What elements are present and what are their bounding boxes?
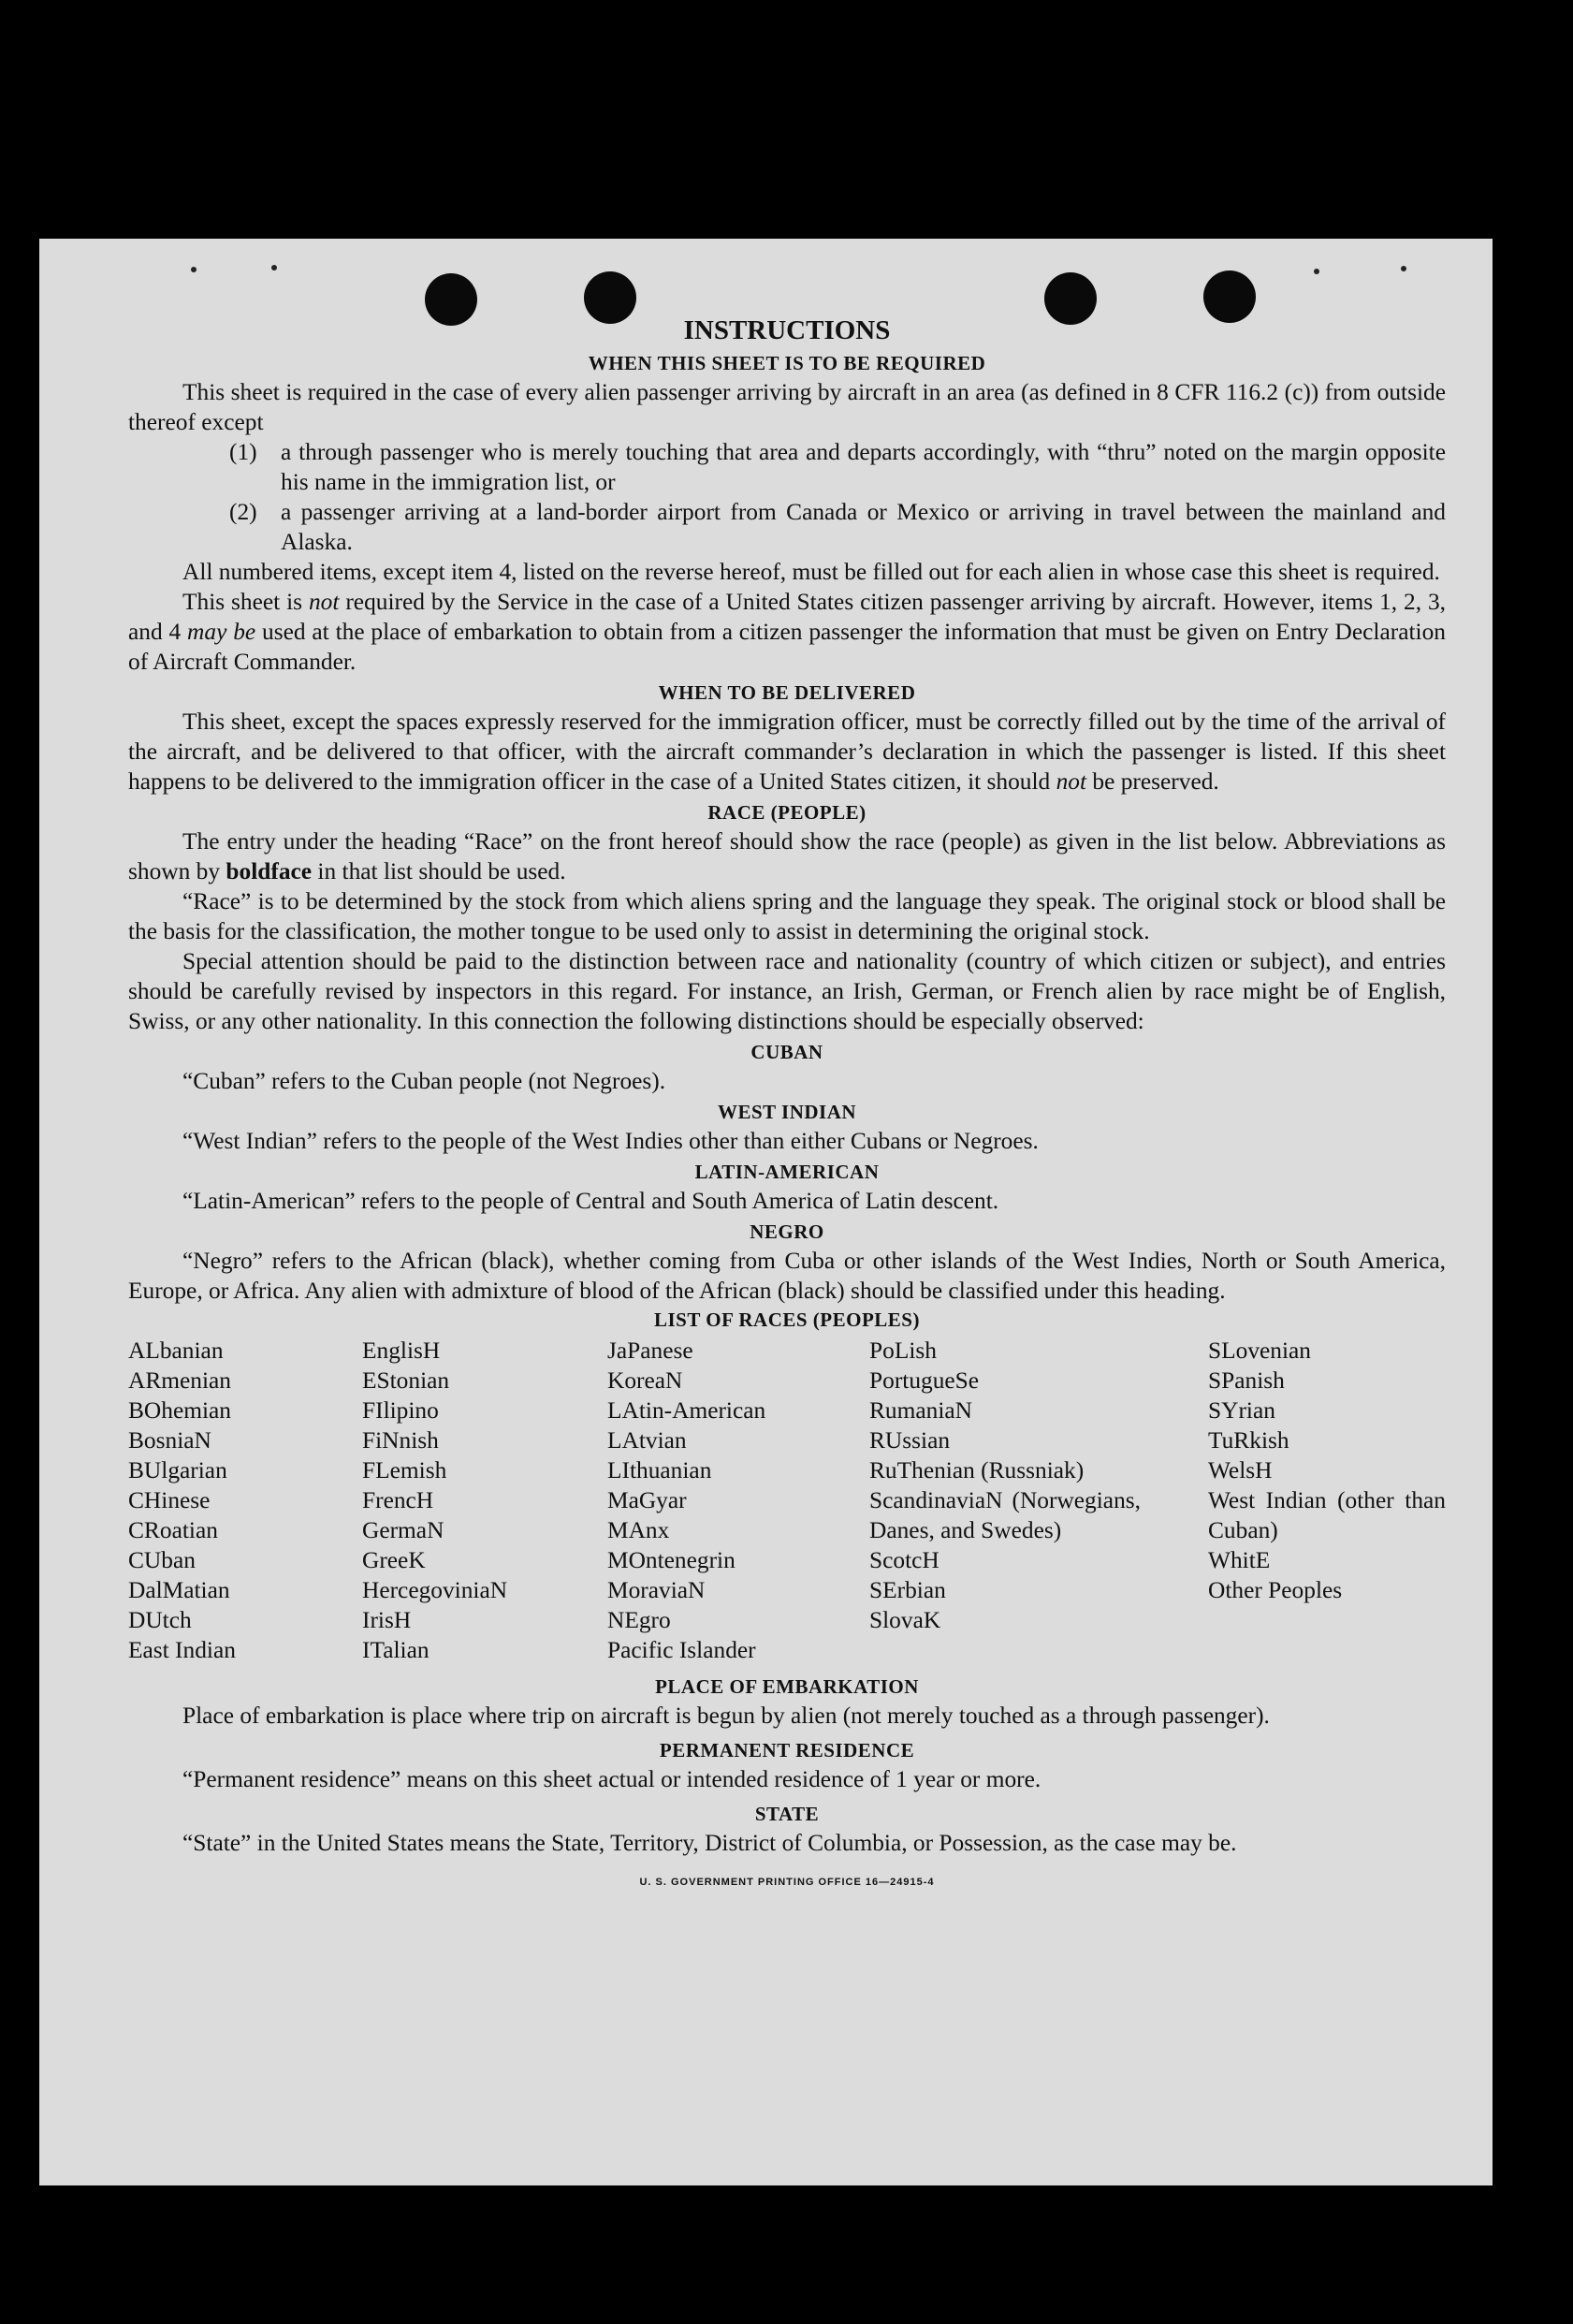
race-column	[362, 1336, 607, 1665]
race-column	[869, 1336, 1208, 1665]
race-item: SLovenian	[1208, 1337, 1312, 1364]
race-item: TuRkish	[1208, 1427, 1289, 1454]
race-item: DUtch	[128, 1607, 192, 1633]
paragraph: “Cuban” refers to the Cuban people (not Negroes).	[182, 1068, 666, 1094]
race-item: Other Peoples	[1208, 1577, 1343, 1603]
emphasis: may be	[187, 619, 256, 645]
race-item: SYrian	[1208, 1397, 1275, 1424]
race-item: Pacific Islander	[607, 1637, 756, 1663]
list-item	[229, 437, 1446, 497]
section-heading: PERMANENT RESIDENCE	[659, 1739, 915, 1761]
race-item: CRoatian	[128, 1517, 218, 1543]
race-item: RUssian	[869, 1427, 951, 1454]
paper-speck	[1401, 266, 1406, 271]
race-item: MaGyar	[607, 1487, 687, 1513]
race-item: LIthuanian	[607, 1457, 712, 1484]
paragraph: This sheet is required in the case of every alien passenger arriving by aircraft in an area (as defined in 8 CFR 116.2 (c)) from outside thereof except	[128, 379, 1446, 435]
text-run: The entry under the heading “Race” on the front hereof should show the race (people) as given in the list below. Abbreviations as shown by	[128, 828, 1446, 884]
paragraph	[128, 826, 1446, 886]
paragraph: Special attention should be paid to the distinction between race and nationality (country of which citizen or subject), and entries should be carefully revised by inspectors in this regard. For instance, an Irish, German, or French alien by race might be of English, Swiss, or any other nationality. In this connection the following distinctions should be especially observed:	[128, 948, 1446, 1034]
race-item: KoreaN	[607, 1367, 683, 1394]
race-item: FrencH	[362, 1487, 434, 1513]
item-number: (2)	[229, 499, 257, 525]
paragraph: “Race” is to be determined by the stock from which aliens spring and the language they speak. The original stock or blood shall be the basis for the classification, the mother tongue to be used only to assist in determining the original stock.	[128, 888, 1446, 944]
race-item: PortugueSe	[869, 1367, 980, 1394]
race-item: SPanish	[1208, 1367, 1285, 1394]
paragraph: All numbered items, except item 4, listed on the reverse hereof, must be filled out for each alien in whose case this sheet is required.	[182, 559, 1440, 585]
page-title: INSTRUCTIONS	[683, 315, 891, 345]
race-item: MoraviaN	[607, 1577, 706, 1603]
race-item: WhitE	[1208, 1547, 1271, 1573]
race-column	[607, 1336, 869, 1665]
race-item: West Indian (other than Cuban)	[1208, 1487, 1446, 1543]
race-item: MAnx	[607, 1517, 670, 1543]
race-column	[1208, 1336, 1446, 1665]
paragraph	[128, 707, 1446, 797]
text-run: used at the place of embarkation to obtain from a citizen passenger the information that must be given on Entry Declaration of Aircraft Commander.	[128, 619, 1446, 675]
text-run: This sheet, except the spaces expressly reserved for the immigration officer, must be correctly filled out by the time of the arrival of the aircraft, and be delivered to that officer, with the aircraft commander’s declaration in which the passenger is listed. If this sheet happens to be delivered to the immigration officer in the case of a United States citizen, it should	[128, 709, 1446, 795]
race-item: ARmenian	[128, 1367, 232, 1394]
race-item: LAtin-American	[607, 1397, 766, 1424]
race-item: WelsH	[1208, 1457, 1273, 1484]
race-item: FiNnish	[362, 1427, 439, 1454]
race-item: BosniaN	[128, 1427, 211, 1454]
paragraph: “Latin-American” refers to the people of Central and South America of Latin descent.	[182, 1188, 999, 1214]
section-heading: LATIN-AMERICAN	[694, 1161, 880, 1183]
text-run: be preserved.	[1086, 768, 1219, 795]
race-item: SErbian	[869, 1577, 946, 1603]
race-item: GreeK	[362, 1547, 426, 1573]
race-list	[128, 1336, 1446, 1665]
bold-text: boldface	[226, 858, 313, 884]
race-item: SlovaK	[869, 1607, 941, 1633]
race-item: HercegoviniaN	[362, 1577, 508, 1603]
race-item: FIlipino	[362, 1397, 439, 1424]
race-item: ITalian	[362, 1637, 430, 1663]
document-sheet	[39, 239, 1493, 2185]
race-item: EnglisH	[362, 1337, 441, 1364]
paper-speck	[191, 267, 197, 272]
section-heading: LIST OF RACES (PEOPLES)	[654, 1308, 920, 1331]
race-item: DalMatian	[128, 1577, 230, 1603]
section-heading: WHEN THIS SHEET IS TO BE REQUIRED	[588, 352, 986, 374]
paragraph: Place of embarkation is place where trip on aircraft is begun by alien (not merely touched as a through passenger).	[182, 1703, 1270, 1729]
section-heading: PLACE OF EMBARKATION	[655, 1675, 919, 1698]
race-item: EStonian	[362, 1367, 450, 1394]
printer-imprint: U. S. GOVERNMENT PRINTING OFFICE 16—24915-4	[639, 1877, 935, 1888]
race-item: ScotcH	[869, 1547, 939, 1573]
text-run: in that list should be used.	[312, 858, 566, 884]
section-heading: STATE	[754, 1803, 820, 1825]
paragraph: “Permanent residence” means on this sheet actual or intended residence of 1 year or more.	[182, 1766, 1041, 1792]
race-item: LAtvian	[607, 1427, 687, 1454]
text-run: required by the Service in the case of a United States citizen passenger arriving by aircraft. However, items 1, 2, 3, and 4	[128, 589, 1446, 645]
race-item: East Indian	[128, 1637, 236, 1663]
race-item: CUban	[128, 1547, 196, 1573]
emphasis: not	[1056, 768, 1087, 795]
race-item: FLemish	[362, 1457, 447, 1484]
paragraph: “State” in the United States means the State, Territory, District of Columbia, or Possession, as the case may be.	[182, 1830, 1237, 1856]
text-run: This sheet is	[182, 589, 309, 615]
race-item: CHinese	[128, 1487, 211, 1513]
race-item: BOhemian	[128, 1397, 232, 1424]
race-item: JaPanese	[607, 1337, 693, 1364]
race-item: ScandinaviaN (Norwegians, Danes, and Swedes)	[869, 1487, 1141, 1543]
paper-speck	[1314, 269, 1319, 274]
item-text: a passenger arriving at a land-border airport from Canada or Mexico or arriving in travel between the mainland and Alaska.	[281, 499, 1446, 555]
section-heading: CUBAN	[750, 1041, 823, 1063]
emphasis: not	[308, 589, 340, 615]
race-item: PoLish	[869, 1337, 937, 1364]
section-heading: NEGRO	[750, 1220, 824, 1243]
race-item: BUlgarian	[128, 1457, 227, 1484]
section-heading: RACE (PEOPLE)	[707, 801, 867, 824]
race-item: GermaN	[362, 1517, 444, 1543]
section-heading: WEST INDIAN	[717, 1101, 857, 1123]
paragraph	[128, 587, 1446, 677]
race-column	[128, 1336, 362, 1665]
race-item: MOntenegrin	[607, 1547, 736, 1573]
item-text: a through passenger who is merely touching that area and departs accordingly, with “thru” noted on the margin opposite his name in the immigration list, or	[281, 439, 1446, 495]
race-item: ALbanian	[128, 1337, 224, 1364]
paragraph: “Negro” refers to the African (black), whether coming from Cuba or other islands of the West Indies, North or South America, Europe, or Africa. Any alien with admixture of blood of the African (black) should be classified under this heading.	[128, 1248, 1446, 1304]
item-number: (1)	[229, 439, 257, 465]
race-item: RuThenian (Russniak)	[869, 1457, 1085, 1484]
list-item	[229, 497, 1446, 557]
section-heading: WHEN TO BE DELIVERED	[658, 681, 916, 704]
race-item: IrisH	[362, 1607, 412, 1633]
race-item: RumaniaN	[869, 1397, 973, 1424]
paper-speck	[271, 265, 277, 270]
race-item: NEgro	[607, 1607, 671, 1633]
instructions-body	[128, 314, 1446, 1897]
paragraph: “West Indian” refers to the people of the West Indies other than either Cubans or Negroes.	[182, 1128, 1039, 1154]
